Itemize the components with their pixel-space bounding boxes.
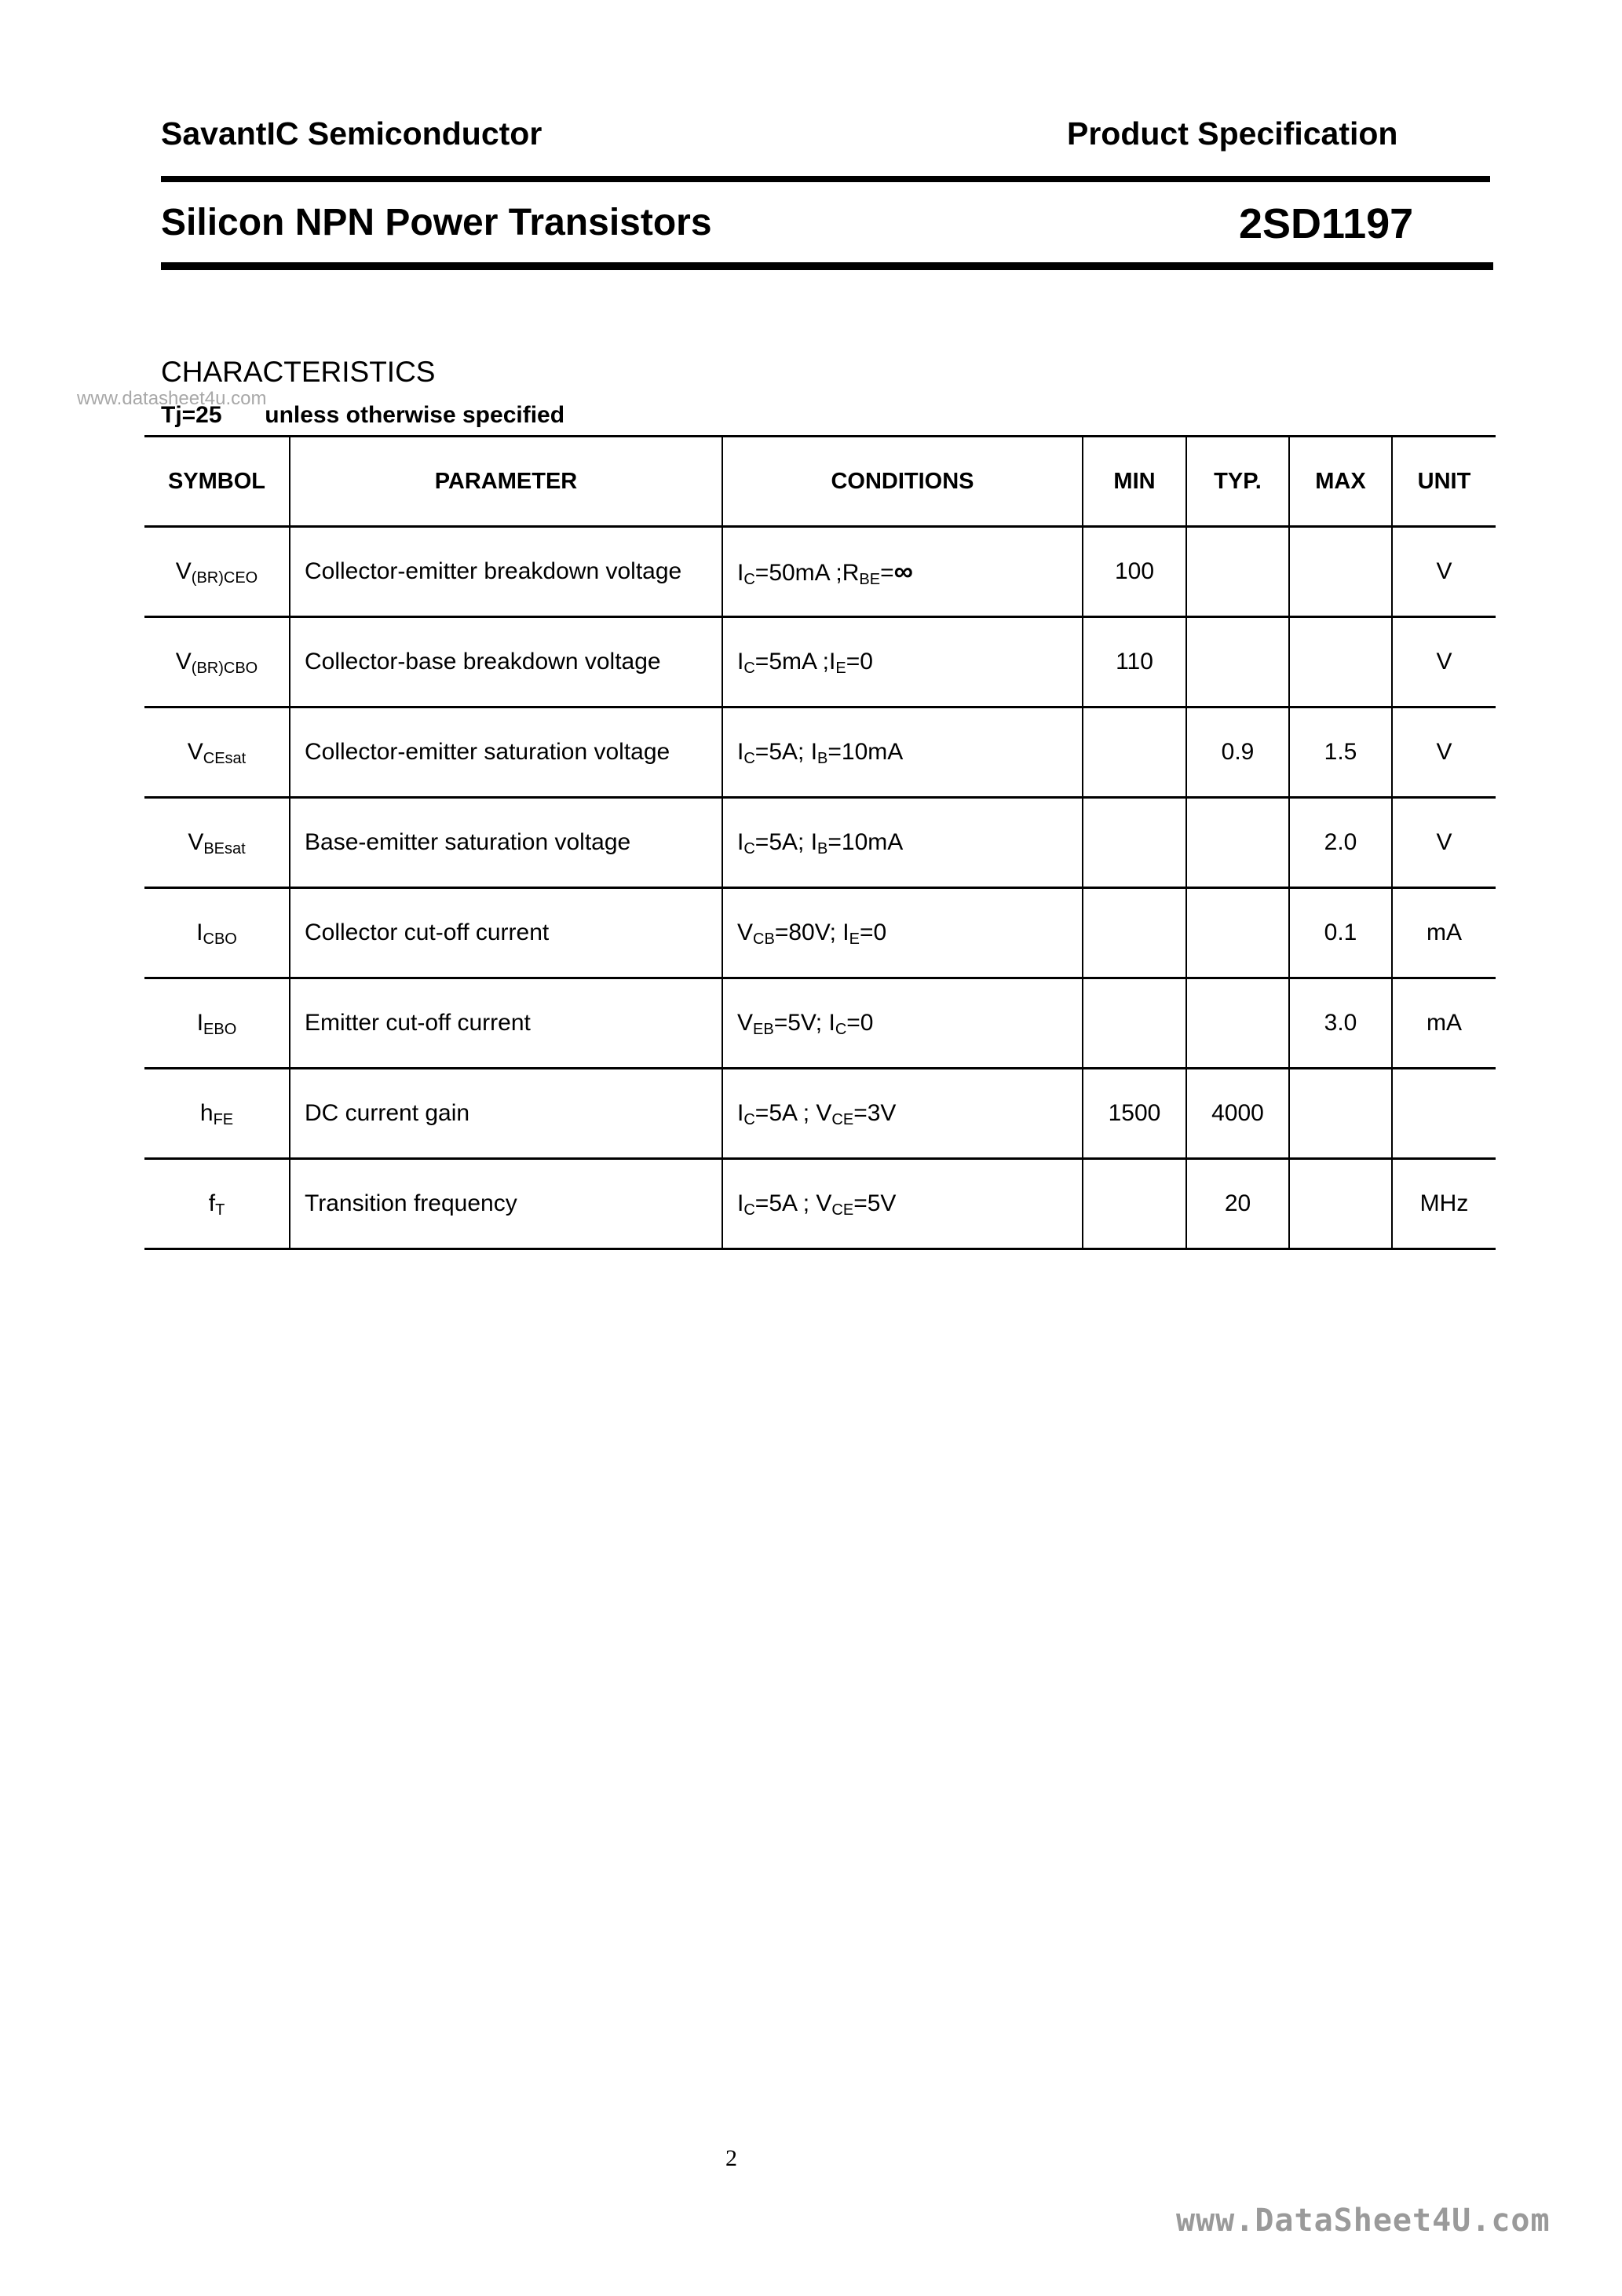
symbol-main: I [196,919,203,945]
cell-parameter: Base-emitter saturation voltage [290,798,722,888]
cell-conditions [722,1159,1083,1249]
cell-parameter: DC current gain [290,1069,722,1159]
condition-value: =0 [846,1010,874,1036]
condition-subscript: E [849,930,860,948]
symbol-main: V [175,558,192,584]
cell-typ [1186,978,1289,1069]
condition-subscript: EB [753,1021,774,1038]
company-name: SavantIC Semiconductor [161,115,542,152]
cell-conditions [722,978,1083,1069]
condition-symbol: V [737,1010,754,1036]
cell-max: 2.0 [1289,798,1392,888]
condition-symbol: R [842,559,860,586]
cell-typ [1186,798,1289,888]
header-conditions: CONDITIONS [722,437,1083,527]
cell-min [1083,978,1186,1069]
cell-unit: V [1392,527,1496,617]
cell-parameter: Collector cut-off current [290,888,722,978]
condition-subscript: C [743,660,755,677]
cell-min [1083,707,1186,798]
condition-value: =0 [846,649,873,675]
condition-subscript: CE [831,1201,854,1219]
condition-symbol: I [737,1100,744,1126]
condition-value: =5A ; [754,1190,816,1216]
cell-parameter: Collector-emitter saturation voltage [290,707,722,798]
cell-unit: V [1392,617,1496,707]
table-row [144,527,1496,617]
condition-value: =10mA [827,739,904,765]
cell-min: 1500 [1083,1069,1186,1159]
symbol-main: I [196,1010,204,1036]
cell-typ [1186,888,1289,978]
cell-conditions [722,798,1083,888]
part-number: 2SD1197 [1239,200,1414,247]
condition-subscript: E [835,660,846,677]
header-parameter: PARAMETER [290,437,722,527]
condition-value: = [880,559,894,586]
condition-subscript: B [817,750,828,767]
condition-symbol: I [842,919,849,945]
header-unit: UNIT [1392,437,1496,527]
cell-symbol [144,527,290,617]
watermark-footer: www.DataSheet4U.com [1176,2203,1551,2239]
condition-value: =5A; [754,829,811,855]
condition-value: =5A; [754,739,811,765]
cell-min [1083,888,1186,978]
section-title: CHARACTERISTICS [161,356,436,388]
symbol-subscript: CBO [203,930,237,948]
infinity-symbol: ∞ [893,556,913,587]
cell-parameter: Collector-base breakdown voltage [290,617,722,707]
cell-conditions [722,527,1083,617]
condition-subscript: C [743,1111,755,1128]
condition-symbol: I [829,649,836,675]
cell-max [1289,1069,1392,1159]
table-row [144,617,1496,707]
cell-max: 1.5 [1289,707,1392,798]
cell-min: 110 [1083,617,1186,707]
condition-subscript: BE [859,570,881,588]
table-header-row [144,437,1496,527]
cell-unit: MHz [1392,1159,1496,1249]
header-rule-bottom [161,262,1493,270]
cell-conditions [722,707,1083,798]
cell-typ: 20 [1186,1159,1289,1249]
cell-symbol [144,888,290,978]
test-condition [161,404,564,427]
cell-parameter: Transition frequency [290,1159,722,1249]
cell-max [1289,527,1392,617]
watermark-small: www.datasheet4u.com [77,388,267,409]
cell-symbol [144,707,290,798]
table-row [144,707,1496,798]
symbol-main: f [208,1190,216,1216]
cell-unit [1392,1069,1496,1159]
cell-typ: 4000 [1186,1069,1289,1159]
table-row [144,978,1496,1069]
header-symbol: SYMBOL [144,437,290,527]
condition-symbol: V [737,919,754,945]
product-title: Silicon NPN Power Transistors [161,202,712,243]
symbol-subscript: T [215,1201,225,1219]
condition-value: =5V; [773,1010,829,1036]
cell-typ: 0.9 [1186,707,1289,798]
cell-parameter: Emitter cut-off current [290,978,722,1069]
cell-min [1083,1159,1186,1249]
cell-conditions [722,617,1083,707]
condition-subscript: C [835,1021,847,1038]
cell-conditions [722,888,1083,978]
cell-max: 3.0 [1289,978,1392,1069]
test-condition-temp: Tj=25 [161,402,222,428]
condition-subscript: CE [831,1111,854,1128]
symbol-subscript: (BR)CBO [191,660,258,677]
condition-symbol: I [737,829,744,855]
cell-typ [1186,617,1289,707]
cell-unit: V [1392,798,1496,888]
table-row [144,798,1496,888]
condition-subscript: C [743,750,755,767]
condition-subscript: CB [753,930,775,948]
header-typ: TYP. [1186,437,1289,527]
table-row [144,1159,1496,1249]
cell-symbol [144,1069,290,1159]
symbol-main: V [187,739,203,765]
condition-subscript: C [743,570,755,588]
symbol-subscript: EBO [203,1021,237,1038]
condition-subscript: B [817,840,828,857]
condition-subscript: C [743,840,755,857]
condition-symbol: I [810,829,818,855]
cell-symbol [144,1159,290,1249]
condition-symbol: V [816,1100,832,1126]
cell-max: 0.1 [1289,888,1392,978]
table-row [144,1069,1496,1159]
symbol-subscript: BEsat [203,840,246,857]
page-number: 2 [725,2145,737,2171]
condition-value: =5mA ; [754,649,830,675]
condition-symbol: I [810,739,818,765]
condition-symbol: I [737,559,744,586]
condition-symbol: V [816,1190,832,1216]
cell-symbol [144,617,290,707]
condition-symbol: I [737,1190,744,1216]
condition-value: =80V; [774,919,843,945]
condition-value: =50mA ; [754,559,842,586]
condition-value: =0 [859,919,887,945]
condition-symbol: I [828,1010,835,1036]
symbol-subscript: (BR)CEO [191,569,258,587]
condition-value: =5A ; [754,1100,816,1126]
document-type: Product Specification [1067,115,1398,152]
cell-symbol [144,978,290,1069]
cell-unit: mA [1392,888,1496,978]
characteristics-table [144,435,1496,1250]
header-rule-top [161,176,1490,182]
condition-subscript: C [743,1201,755,1219]
header-max: MAX [1289,437,1392,527]
symbol-subscript: FE [213,1111,234,1128]
cell-symbol [144,798,290,888]
symbol-main: V [175,649,192,675]
cell-unit: V [1392,707,1496,798]
table-row [144,888,1496,978]
cell-conditions [722,1069,1083,1159]
condition-value: =3V [853,1100,897,1126]
condition-value: =5V [853,1190,897,1216]
cell-typ [1186,527,1289,617]
condition-value: =10mA [827,829,904,855]
cell-min: 100 [1083,527,1186,617]
cell-min [1083,798,1186,888]
symbol-main: V [188,829,204,855]
symbol-subscript: CEsat [203,750,247,767]
symbol-main: h [199,1100,214,1126]
cell-max [1289,1159,1392,1249]
condition-symbol: I [737,649,744,675]
condition-symbol: I [737,739,744,765]
test-condition-text: unless otherwise specified [265,402,565,428]
header-min: MIN [1083,437,1186,527]
cell-parameter: Collector-emitter breakdown voltage [290,527,722,617]
cell-unit: mA [1392,978,1496,1069]
cell-max [1289,617,1392,707]
